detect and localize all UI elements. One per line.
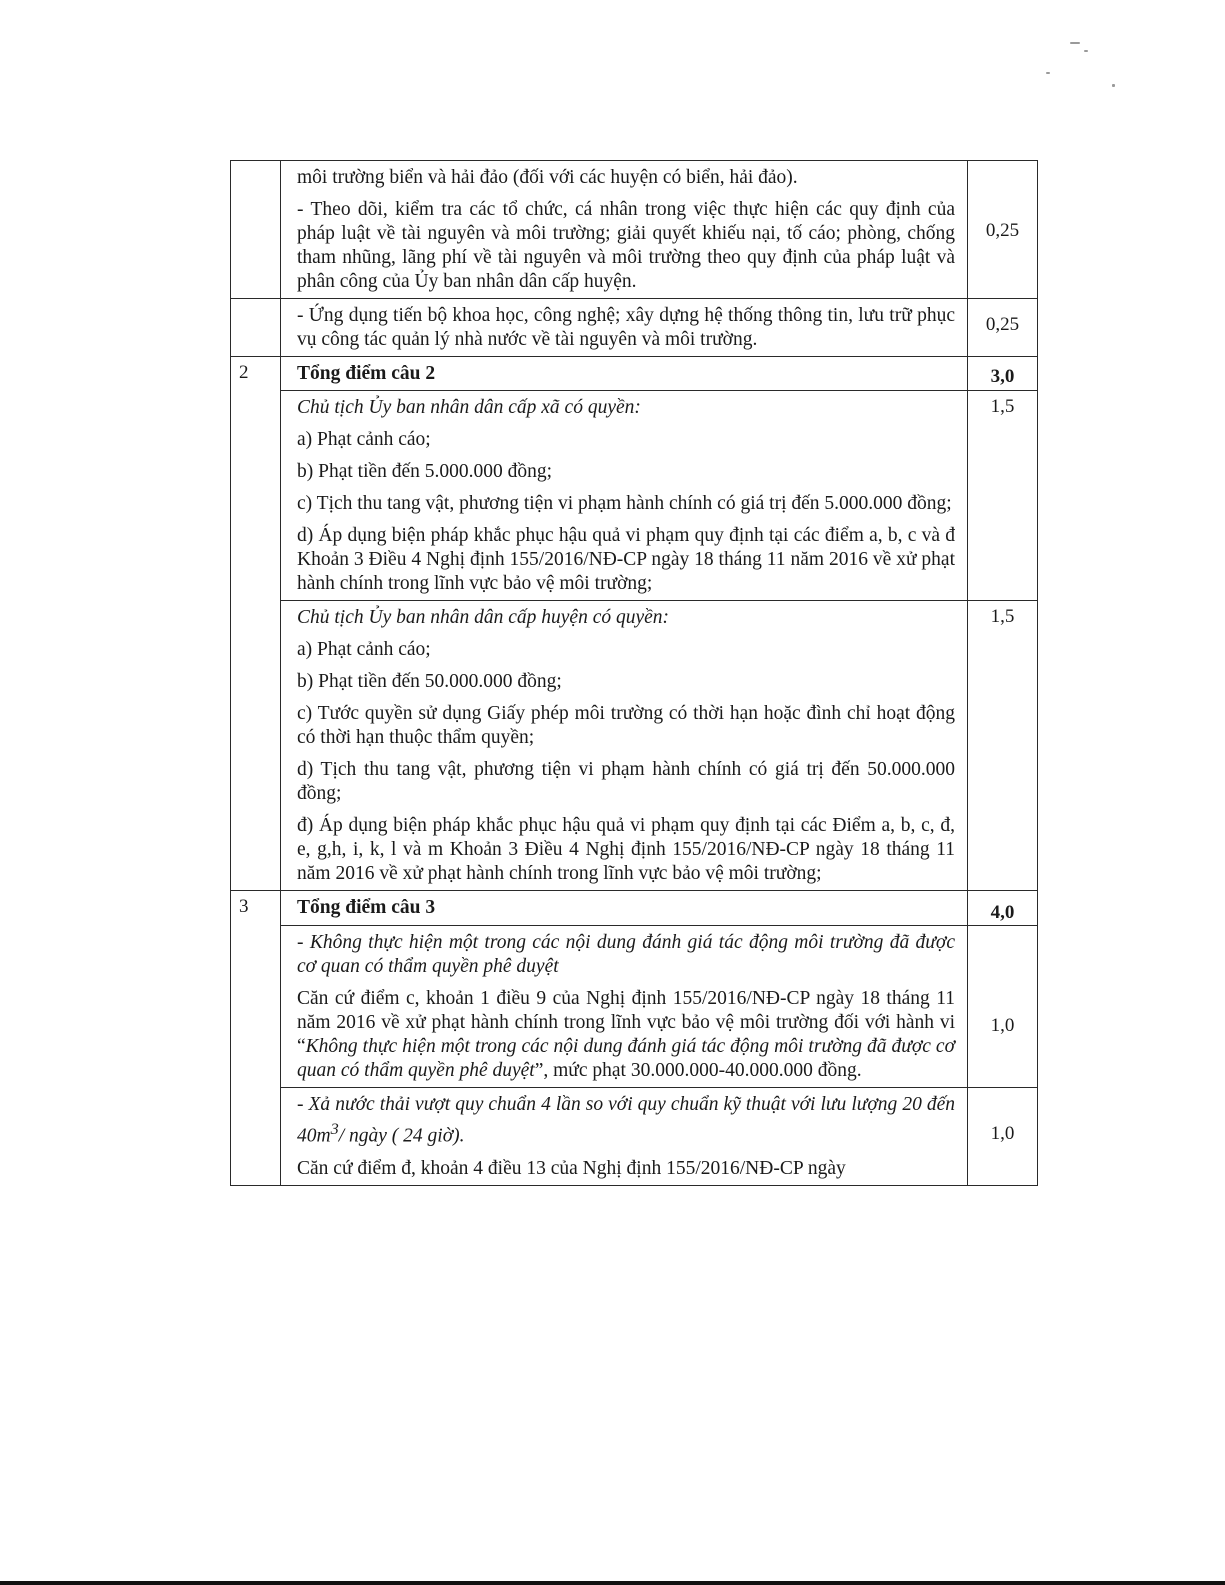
answer-body-quote: Không thực hiện một trong các nội dung đánh giá tác động môi trường đã được cơ quan có thẩm quyền phê duyệt [297,1036,955,1081]
score-value: 1,0 [990,1015,1015,1036]
score-value: 0,25 [985,220,1020,241]
question-number-cell [231,299,281,357]
score-value: 1,5 [990,396,1015,417]
answer-lead: - Không thực hiện một trong các nội dung đánh giá tác động môi trường đã được cơ quan có thẩm quyền phê duyệt [297,932,955,977]
answer-item: b) Phạt tiền đến 5.000.000 đồng; [297,461,553,482]
answer-body: Căn cứ điểm đ, khoản 4 điều 13 của Nghị định 155/2016/NĐ-CP ngày [297,1157,846,1179]
answer-lead-text: - Xả nước thải vượt quy chuẩn 4 lần so với quy chuẩn kỹ thuật với lưu lượng 20 đến 40m [297,1094,955,1147]
answer-text: - Ứng dụng tiến bộ khoa học, công nghệ; xây dựng hệ thống thông tin, lưu trữ phục vụ công tác quản lý nhà nước về tài nguyên và môi trường. [297,305,955,350]
answer-item: b) Phạt tiền đến 50.000.000 đồng; [297,671,562,692]
question-total-title: Tổng điểm câu 3 [297,897,436,918]
question-total-title: Tổng điểm câu 2 [297,363,436,384]
answer-item: d) Áp dụng biện pháp khắc phục hậu quả vi phạm quy định tại các điểm a, b, c và đ Khoản 3 Điều 4 Nghị định 155/2016/NĐ-CP ngày 18 tháng 11 năm 2016 về xử phạt hành chính trong lĩnh vực bảo vệ môi trường; [297,525,955,594]
answer-item: đ) Áp dụng biện pháp khắc phục hậu quả vi phạm quy định tại các Điểm a, b, c, đ, e, g,h, i, k, l và m Khoản 3 Điều 4 Nghị định 155/2016/NĐ-CP ngày 18 tháng 11 năm 2016 về xử phạt hành chính trong lĩnh vực bảo vệ môi trường; [297,815,955,884]
answer-lead-text: / ngày ( 24 giờ). [338,1125,465,1147]
scan-speck [1046,72,1050,74]
score-cell [968,891,1038,926]
answer-lead: Chủ tịch Ủy ban nhân dân cấp xã có quyền: [297,397,641,418]
answer-item: a) Phạt cảnh cáo; [297,429,431,450]
table-row [231,299,1038,357]
score-value: 1,5 [990,606,1015,627]
score-cell [968,1088,1038,1186]
score-cell [968,601,1038,891]
score-cell [968,391,1038,601]
answer-lead [297,1093,955,1149]
answer-body-text: Căn cứ điểm c, khoản 1 điều 9 của Nghị định 155/2016/NĐ-CP ngày 18 tháng 11 năm 2016 về xử phạt hành chính trong lĩnh vực bảo vệ môi trường đối với hành vi “ [297,988,955,1057]
table-row [231,357,1038,391]
answer-body-text: ”, mức phạt 30.000.000-40.000.000 đồng. [534,1060,862,1081]
score-value: 0,25 [985,314,1020,335]
total-cell [281,357,968,391]
answer-text: môi trường biển và hải đảo (đối với các huyện có biển, hải đảo). [297,167,798,188]
answer-cell [281,299,968,357]
table-row [231,601,1038,891]
score-cell [968,161,1038,299]
answer-cell [281,926,968,1088]
scan-speck [1070,42,1080,44]
total-score: 4,0 [990,902,1015,923]
answer-item: a) Phạt cảnh cáo; [297,639,431,660]
unit-superscript: 3 [330,1120,339,1138]
table-row [231,926,1038,1088]
scan-bottom-edge [0,1581,1225,1585]
answer-cell [281,601,968,891]
answer-body [297,987,955,1083]
scan-speck [1112,84,1115,87]
answer-cell [281,161,968,299]
total-cell [281,891,968,926]
score-cell [968,926,1038,1088]
answer-item: d) Tịch thu tang vật, phương tiện vi phạm hành chính có giá trị đến 50.000.000 đồng; [297,759,955,804]
answer-item: c) Tước quyền sử dụng Giấy phép môi trường có thời hạn hoặc đình chỉ hoạt động có thời hạn thuộc thẩm quyền; [297,703,955,748]
answer-text: - Theo dõi, kiểm tra các tổ chức, cá nhân trong việc thực hiện các quy định của pháp luật về tài nguyên và môi trường; giải quyết khiếu nại, tố cáo; phòng, chống tham nhũng, lãng phí về tài nguyên và môi trường theo quy định của pháp luật và phân công của Ủy ban nhân dân cấp huyện. [297,199,955,292]
score-value: 1,0 [990,1123,1015,1144]
question-number-cell: 2 [231,357,281,891]
table-row [231,1088,1038,1186]
question-number-cell [231,161,281,299]
scan-speck [1084,50,1088,52]
table-row [231,391,1038,601]
table-row [231,161,1038,299]
question-number-cell: 3 [231,891,281,1186]
total-score: 3,0 [990,366,1015,387]
answer-cell [281,391,968,601]
score-cell [968,357,1038,391]
answer-item: c) Tịch thu tang vật, phương tiện vi phạm hành chính có giá trị đến 5.000.000 đồng; [297,493,952,514]
grading-table [230,160,1038,1186]
answer-lead: Chủ tịch Ủy ban nhân dân cấp huyện có quyền: [297,607,670,628]
table-row [231,891,1038,926]
answer-cell [281,1088,968,1186]
score-cell [968,299,1038,357]
